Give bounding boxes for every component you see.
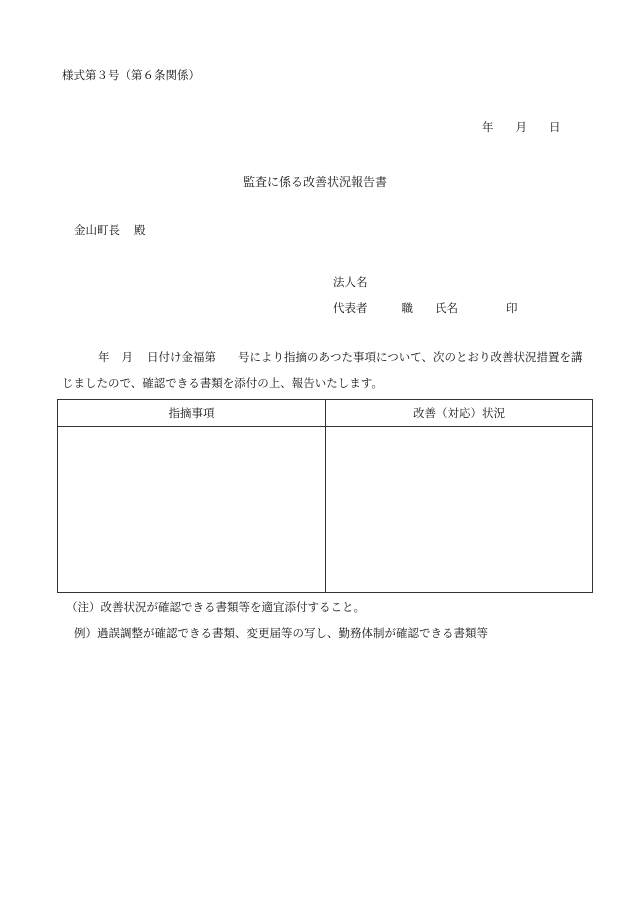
person-name-label: 氏名 — [435, 301, 458, 315]
addressee — [74, 225, 146, 237]
body-line-1 — [98, 352, 583, 364]
corporation-name-label: 法人名 — [333, 275, 368, 289]
table-header-improvement-status: 改善（対応）状況 — [413, 406, 505, 420]
body-year: 年 — [98, 350, 110, 364]
representative-label: 代表者 — [333, 301, 368, 315]
addressee-honorific: 殿 — [134, 223, 146, 237]
seal-label: 印 — [506, 301, 518, 315]
table-header-divider — [58, 426, 592, 427]
date-month-label: 月 — [515, 120, 527, 134]
body-line-2: じましたので、確認できる書類を添付の上、報告いたします。 — [62, 376, 383, 390]
date-day-label: 日 — [549, 120, 561, 134]
table-header-findings: 指摘事項 — [168, 406, 215, 420]
body-line-1-text: 号により指摘のあつた事項について、次のとおり改善状況措置を講 — [238, 350, 583, 364]
position-label: 職 — [401, 301, 413, 315]
body-date-prefix: 日付け金福第 — [147, 350, 216, 364]
table-column-divider — [325, 400, 326, 592]
date-line — [482, 122, 561, 134]
form-number: 様式第３号（第６条関係） — [62, 68, 200, 82]
report-table — [57, 399, 593, 593]
addressee-name: 金山町長 — [74, 223, 120, 237]
note-attachment: （注）改善状況が確認できる書類等を適宜添付すること。 — [66, 600, 365, 614]
date-year-label: 年 — [482, 120, 494, 134]
document-title: 監査に係る改善状況報告書 — [242, 175, 387, 189]
note-example: 例）過誤調整が確認できる書類、変更届等の写し、勤務体制が確認できる書類等 — [74, 626, 488, 640]
representative-line — [333, 303, 518, 315]
body-month: 月 — [121, 350, 133, 364]
